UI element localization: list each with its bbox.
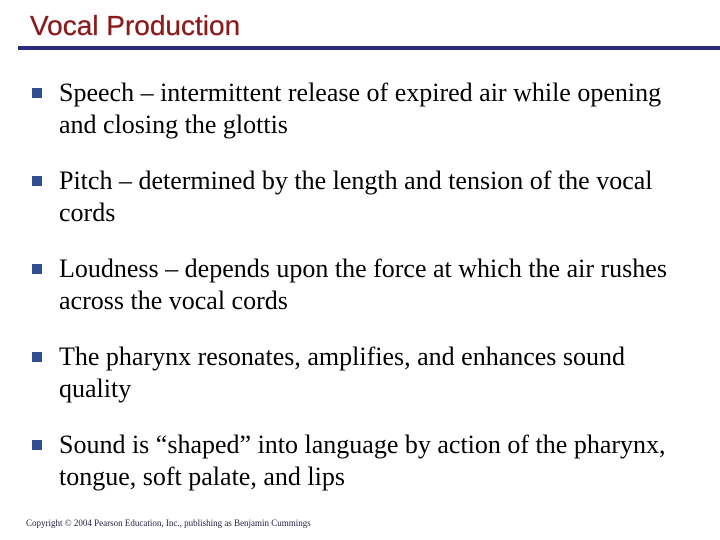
square-bullet-icon <box>32 352 42 362</box>
square-bullet-icon <box>32 440 42 450</box>
bullet-item <box>0 342 720 418</box>
bullet-text: The pharynx resonates, amplifies, and enhances sound quality <box>59 342 626 403</box>
square-bullet-icon <box>32 264 42 274</box>
bullet-text: Loudness – depends upon the force at which the air rushes across the vocal cords <box>59 254 667 315</box>
bullet-item <box>0 166 720 242</box>
title-divider <box>18 46 720 50</box>
bullet-text: Pitch – determined by the length and tension of the vocal cords <box>59 166 653 227</box>
bullet-item <box>0 78 720 154</box>
copyright-footer: Copyright © 2004 Pearson Education, Inc., publishing as Benjamin Cummings <box>26 518 311 528</box>
square-bullet-icon <box>32 88 42 98</box>
square-bullet-icon <box>32 176 42 186</box>
bullet-item <box>0 254 720 330</box>
bullet-text: Speech – intermittent release of expired air while opening and closing the glottis <box>59 78 662 139</box>
slide-title: Vocal Production <box>30 10 241 41</box>
bullet-text: Sound is “shaped” into language by action of the pharynx, tongue, soft palate, and lips <box>59 430 666 491</box>
bullet-item <box>0 430 720 506</box>
